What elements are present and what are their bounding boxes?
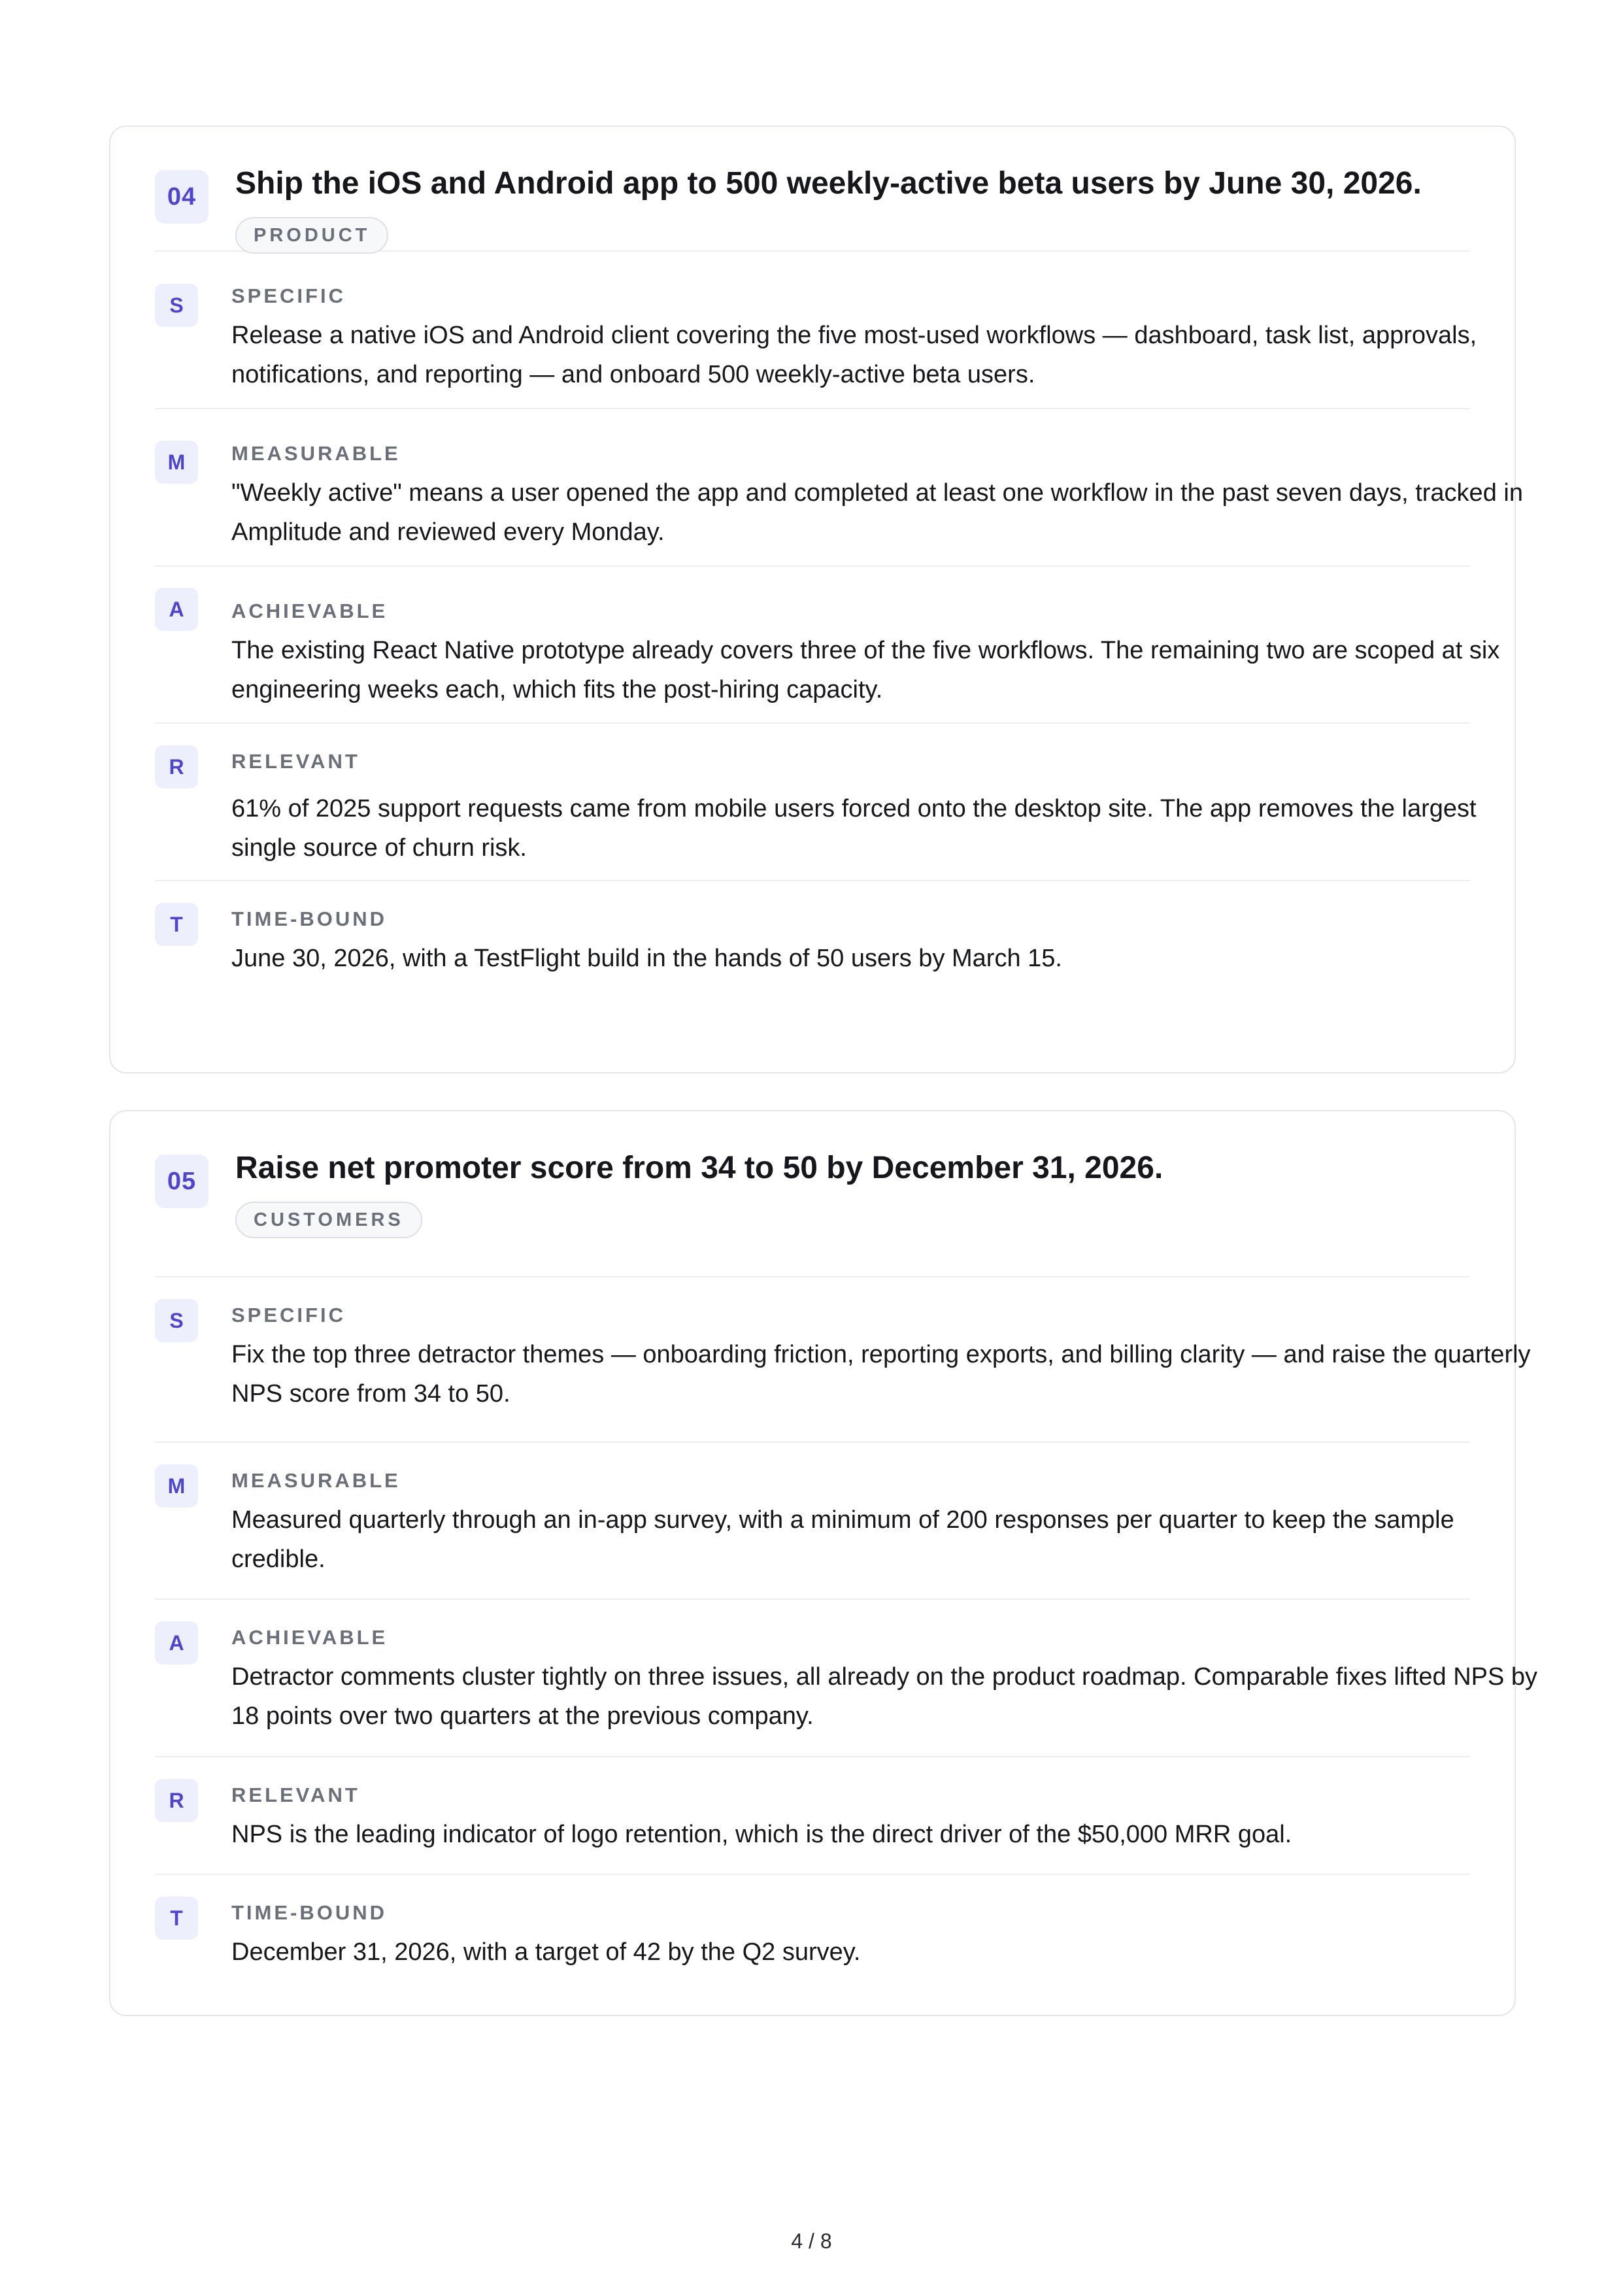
criterion-measurable: [155, 1443, 1470, 1600]
criterion-text: Measured quarterly through an in-app survey, with a minimum of 200 responses per quarter to keep the sample credible.: [231, 1506, 1454, 1573]
criterion-measurable: [155, 409, 1523, 567]
criterion-text: Detractor comments cluster tightly on three issues, all already on the product roadmap. Comparable fixes lifted NPS by 18 points over two quarters at the previous company.: [231, 1663, 1538, 1730]
criterion-label: ACHIEVABLE: [231, 1626, 388, 1649]
criterion-label: MEASURABLE: [231, 1469, 401, 1492]
criterion-label: SPECIFIC: [231, 284, 346, 307]
criterion-specific: [155, 1277, 1531, 1443]
criterion-label: TIME-BOUND: [231, 907, 388, 930]
criterion-achievable: [155, 567, 1500, 724]
criterion-letter-badge: S: [155, 1299, 198, 1342]
criterion-time-bound: [155, 881, 1470, 1025]
criterion-label: RELEVANT: [231, 750, 360, 773]
page-number: 4 / 8: [791, 2229, 832, 2253]
criterion-relevant: [155, 724, 1477, 881]
goal-title: Ship the iOS and Android app to 500 weekly-active beta users by June 30, 2026.: [235, 166, 1422, 201]
goal-number-badge: 04: [155, 170, 209, 224]
criterion-label: ACHIEVABLE: [231, 599, 388, 622]
criterion-label: TIME-BOUND: [231, 1901, 388, 1924]
criterion-letter-badge: A: [155, 588, 198, 631]
goal-card: [109, 1110, 1538, 2016]
criterion-text: Fix the top three detractor themes — onboarding friction, reporting exports, and billing clarity — and raise the quarterly NPS score from 34 to 50.: [231, 1341, 1531, 1408]
goal-category-tag: PRODUCT: [235, 217, 388, 254]
criterion-text: Release a native iOS and Android client covering the five most-used workflows — dashboard, task list, approvals, notifications, and reporting — and onboard 500 weekly-active beta users.: [231, 322, 1477, 388]
goal-card: [109, 126, 1523, 1073]
criterion-relevant: [155, 1757, 1470, 1875]
criterion-text: December 31, 2026, with a target of 42 by the Q2 survey.: [231, 1938, 861, 1966]
criterion-letter-badge: R: [155, 1779, 198, 1822]
criterion-label: RELEVANT: [231, 1783, 360, 1806]
criterion-text: "Weekly active" means a user opened the app and completed at least one workflow in the past seven days, tracked in Amplitude and reviewed every Monday.: [231, 479, 1523, 546]
criterion-specific: [155, 252, 1477, 409]
goal-header: [155, 1111, 1470, 1277]
criterion-text: June 30, 2026, with a TestFlight build in the hands of 50 users by March 15.: [231, 945, 1062, 972]
criterion-achievable: [155, 1600, 1538, 1757]
criterion-time-bound: [155, 1875, 1470, 2006]
criterion-letter-badge: M: [155, 441, 198, 484]
criterion-text: 61% of 2025 support requests came from mobile users forced onto the desktop site. The app removes the largest single source of churn risk.: [231, 795, 1477, 862]
criterion-letter-badge: S: [155, 284, 198, 327]
criterion-letter-badge: A: [155, 1621, 198, 1664]
goal-number-badge: 05: [155, 1155, 209, 1208]
criterion-label: MEASURABLE: [231, 442, 401, 465]
goal-category-tag: CUSTOMERS: [235, 1202, 422, 1238]
criterion-text: NPS is the leading indicator of logo retention, which is the direct driver of the $50,000 MRR goal.: [231, 1821, 1292, 1848]
criterion-letter-badge: M: [155, 1464, 198, 1508]
criterion-letter-badge: R: [155, 745, 198, 788]
criterion-label: SPECIFIC: [231, 1304, 346, 1326]
criterion-letter-badge: T: [155, 903, 198, 946]
goal-header: [155, 127, 1470, 252]
criterion-letter-badge: T: [155, 1897, 198, 1940]
goal-title: Raise net promoter score from 34 to 50 by December 31, 2026.: [235, 1151, 1163, 1185]
criterion-text: The existing React Native prototype already covers three of the five workflows. The remaining two are scoped at six engineering weeks each, which fits the post-hiring capacity.: [231, 637, 1500, 703]
